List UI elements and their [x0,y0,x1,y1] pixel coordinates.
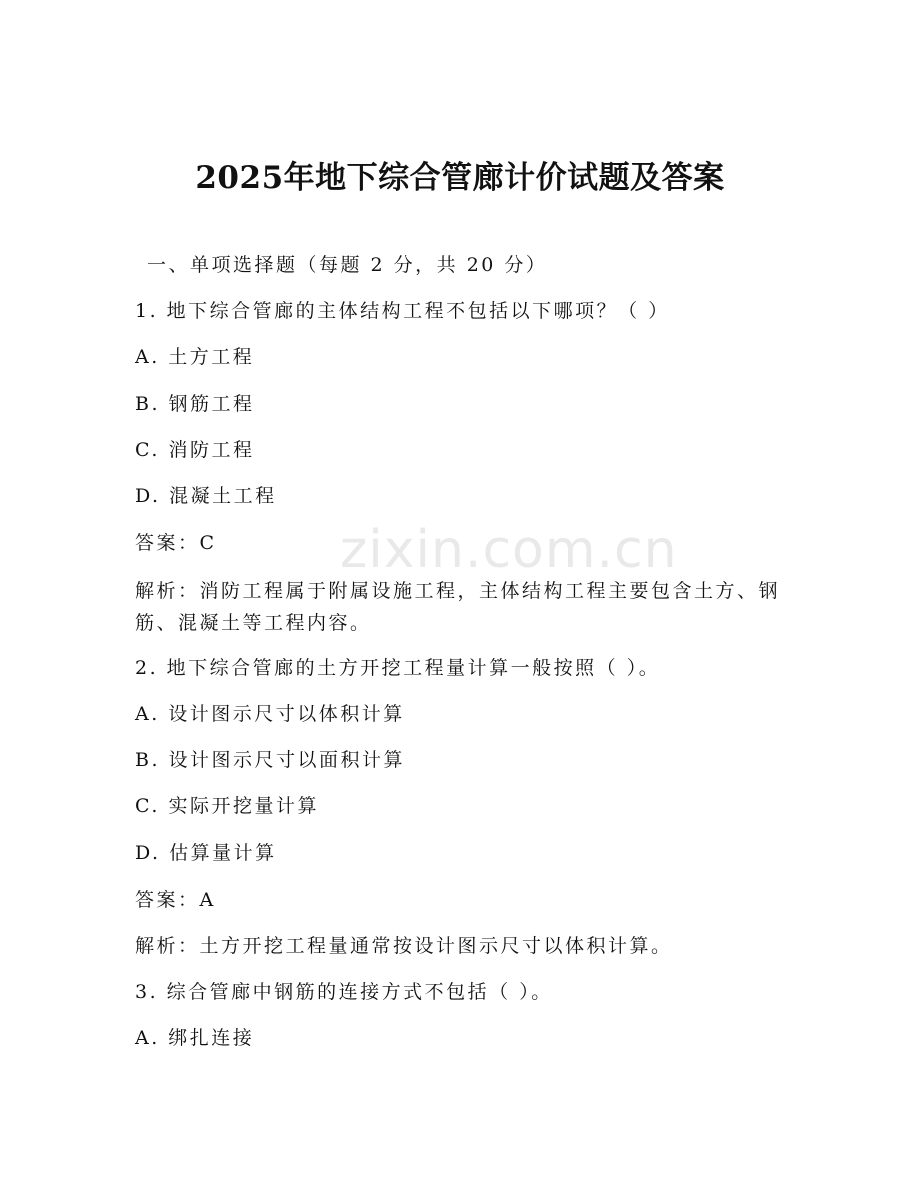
option-a: A. 土方工程 [135,346,255,368]
explanation-line: 筋、混凝土等工程内容。 [135,612,372,634]
question-stem: 3. 综合管廊中钢筋的连接方式不包括（ ）。 [135,981,553,1003]
watermark: zixin.com.cn [340,520,678,580]
answer: 答案：A [135,889,216,911]
option-b: B. 钢筋工程 [135,393,255,415]
question-stem: 2. 地下综合管廊的土方开挖工程量计算一般按照（ ）。 [135,657,661,679]
option-a: A. 设计图示尺寸以体积计算 [135,703,405,725]
explanation-line: 解析：土方开挖工程量通常按设计图示尺寸以体积计算。 [135,935,673,957]
question-stem: 1. 地下综合管廊的主体结构工程不包括以下哪项？（ ） [135,300,670,322]
document-title: 2025年地下综合管廊计价试题及答案 [195,160,725,196]
option-d: D. 估算量计算 [135,842,277,864]
section-heading: 一、单项选择题（每题 2 分，共 20 分） [147,254,548,276]
option-c: C. 消防工程 [135,439,255,461]
explanation-line: 解析：消防工程属于附属设施工程，主体结构工程主要包含土方、钢 [135,580,781,602]
answer: 答案：C [135,532,217,554]
option-a: A. 绑扎连接 [135,1027,255,1049]
option-b: B. 设计图示尺寸以面积计算 [135,749,406,771]
option-c: C. 实际开挖量计算 [135,795,319,817]
option-d: D. 混凝土工程 [135,485,277,507]
